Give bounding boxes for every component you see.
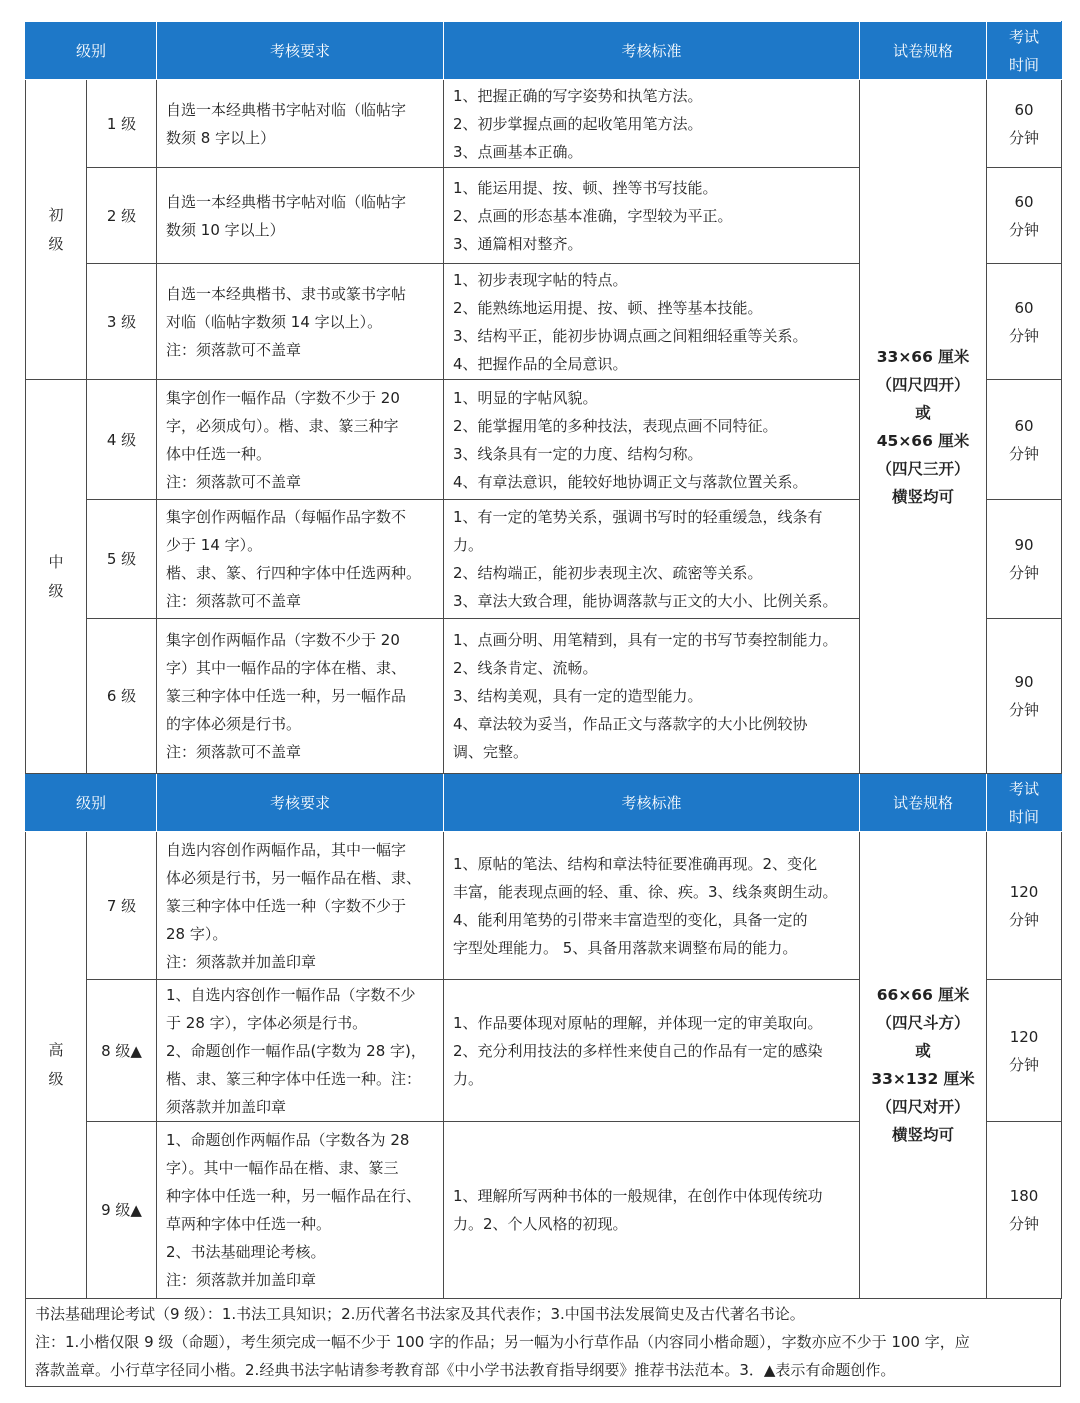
table-header xyxy=(26,22,1062,80)
time-cell: 90 分钟 xyxy=(987,619,1062,774)
requirement-cell: 自选一本经典楷书、隶书或篆书字帖 对临（临帖字数须 14 字以上）。 注：须落款可不盖章 xyxy=(157,264,444,380)
standard-cell: 1、作品要体现对原帖的理解，并体现一定的审美取向。 2、充分利用技法的多样性来使自己的作品有一定的感染 力。 xyxy=(444,980,860,1122)
group-advanced: 高 级 xyxy=(26,832,87,1299)
standard-cell: 1、明显的字帖风貌。 2、能掌握用笔的多种技法，表现点画不同特征。 3、线条具有一定的力度、结构匀称。 4、有章法意识，能较好地协调正文与落款位置关系。 xyxy=(444,380,860,500)
exam-standards-document xyxy=(25,21,1061,1387)
header-level: 级别 xyxy=(26,774,157,832)
header-requirement: 考核要求 xyxy=(157,22,444,80)
footnote-line: 注：1.小楷仅限 9 级（命题），考生须完成一幅不少于 100 字的作品；另一幅为小行草作品（内容同小楷命题），字数亦应不少于 100 字，应 xyxy=(35,1333,970,1351)
table-row xyxy=(26,832,1062,980)
group-intermediate: 中 级 xyxy=(26,380,87,774)
level-cell: 5 级 xyxy=(87,500,157,619)
footnote-block xyxy=(25,1299,1061,1387)
paper-spec-cell: 33×66 厘米 （四尺四开） 或 45×66 厘米 （四尺三开） 横竖均可 xyxy=(860,80,987,774)
time-cell: 60 分钟 xyxy=(987,264,1062,380)
paper-spec-cell: 66×66 厘米 （四尺斗方） 或 33×132 厘米 （四尺对开） 横竖均可 xyxy=(860,832,987,1299)
requirement-cell: 自选一本经典楷书字帖对临（临帖字 数须 8 字以上） xyxy=(157,80,444,168)
footnote-line: 落款盖章。小行草字径同小楷。2.经典书法字帖请参考教育部《中小学书法教育指导纲要》推荐书法范本。3．▲表示有命题创作。 xyxy=(35,1361,896,1379)
time-cell: 90 分钟 xyxy=(987,500,1062,619)
standard-cell: 1、理解所写两种书体的一般规律，在创作中体现传统功 力。2、个人风格的初现。 xyxy=(444,1122,860,1299)
standard-cell: 1、点画分明、用笔精到，具有一定的书写节奏控制能力。 2、线条肯定、流畅。 3、结构美观，具有一定的造型能力。 4、章法较为妥当，作品正文与落款字的大小比例较协 调、完整。 xyxy=(444,619,860,774)
header-standard: 考核标准 xyxy=(444,22,860,80)
standard-cell: 1、初步表现字帖的特点。 2、能熟练地运用提、按、顿、挫等基本技能。 3、结构平正，能初步协调点画之间粗细轻重等关系。 4、把握作品的全局意识。 xyxy=(444,264,860,380)
level-cell: 2 级 xyxy=(87,168,157,264)
table-header xyxy=(26,774,1062,832)
standard-cell: 1、能运用提、按、顿、挫等书写技能。 2、点画的形态基本准确，字型较为平正。 3、通篇相对整齐。 xyxy=(444,168,860,264)
requirement-cell: 1、命题创作两幅作品（字数各为 28 字）。其中一幅作品在楷、隶、篆三 种字体中任选一种，另一幅作品在行、 草两种字体中任选一种。 2、书法基础理论考核。 注：须落款并加盖印章 xyxy=(157,1122,444,1299)
level-cell: 6 级 xyxy=(87,619,157,774)
requirement-cell: 集字创作两幅作品（字数不少于 20 字）其中一幅作品的字体在楷、隶、 篆三种字体中任选一种，另一幅作品 的字体必须是行书。 注：须落款可不盖章 xyxy=(157,619,444,774)
header-time: 考试 时间 xyxy=(987,774,1062,832)
table-row xyxy=(26,80,1062,168)
time-cell: 60 分钟 xyxy=(987,380,1062,500)
header-level: 级别 xyxy=(26,22,157,80)
level-cell: 4 级 xyxy=(87,380,157,500)
header-paper-spec: 试卷规格 xyxy=(860,22,987,80)
requirement-cell: 自选内容创作两幅作品，其中一幅字 体必须是行书，另一幅作品在楷、隶、 篆三种字体中任选一种（字数不少于 28 字）。 注：须落款并加盖印章 xyxy=(157,832,444,980)
level-cell: 1 级 xyxy=(87,80,157,168)
level-cell: 8 级▲ xyxy=(87,980,157,1122)
level-cell: 3 级 xyxy=(87,264,157,380)
standard-cell: 1、原帖的笔法、结构和章法特征要准确再现。2、变化 丰富，能表现点画的轻、重、徐、疾。3、线条爽朗生动。 4、能利用笔势的引带来丰富造型的变化，具备一定的 字型处理能力。 5、具备用落款来调整布局的能力。 xyxy=(444,832,860,980)
time-cell: 120 分钟 xyxy=(987,832,1062,980)
requirement-cell: 集字创作两幅作品（每幅作品字数不 少于 14 字）。 楷、隶、篆、行四种字体中任选两种。 注：须落款可不盖章 xyxy=(157,500,444,619)
header-time: 考试 时间 xyxy=(987,22,1062,80)
header-paper-spec: 试卷规格 xyxy=(860,774,987,832)
time-cell: 60 分钟 xyxy=(987,168,1062,264)
standard-cell: 1、把握正确的写字姿势和执笔方法。 2、初步掌握点画的起收笔用笔方法。 3、点画基本正确。 xyxy=(444,80,860,168)
requirement-cell: 集字创作一幅作品（字数不少于 20 字，必须成句）。楷、隶、篆三种字 体中任选一种。 注：须落款可不盖章 xyxy=(157,380,444,500)
requirement-cell: 1、自选内容创作一幅作品（字数不少 于 28 字），字体必须是行书。 2、命题创作一幅作品(字数为 28 字)， 楷、隶、篆三种字体中任选一种。注： 须落款并加盖印章 xyxy=(157,980,444,1122)
time-cell: 180 分钟 xyxy=(987,1122,1062,1299)
standard-cell: 1、有一定的笔势关系，强调书写时的轻重缓急，线条有 力。 2、结构端正，能初步表现主次、疏密等关系。 3、章法大致合理，能协调落款与正文的大小、比例关系。 xyxy=(444,500,860,619)
requirement-cell: 自选一本经典楷书字帖对临（临帖字 数须 10 字以上） xyxy=(157,168,444,264)
footnote-line: 书法基础理论考试（9 级）：1.书法工具知识；2.历代著名书法家及其代表作；3.中国书法发展简史及古代著名书论。 xyxy=(35,1305,805,1323)
header-standard: 考核标准 xyxy=(444,774,860,832)
header-requirement: 考核要求 xyxy=(157,774,444,832)
time-cell: 120 分钟 xyxy=(987,980,1062,1122)
level-cell: 9 级▲ xyxy=(87,1122,157,1299)
group-beginner: 初 级 xyxy=(26,80,87,380)
time-cell: 60 分钟 xyxy=(987,80,1062,168)
level-cell: 7 级 xyxy=(87,832,157,980)
exam-standards-table xyxy=(25,21,1062,1299)
